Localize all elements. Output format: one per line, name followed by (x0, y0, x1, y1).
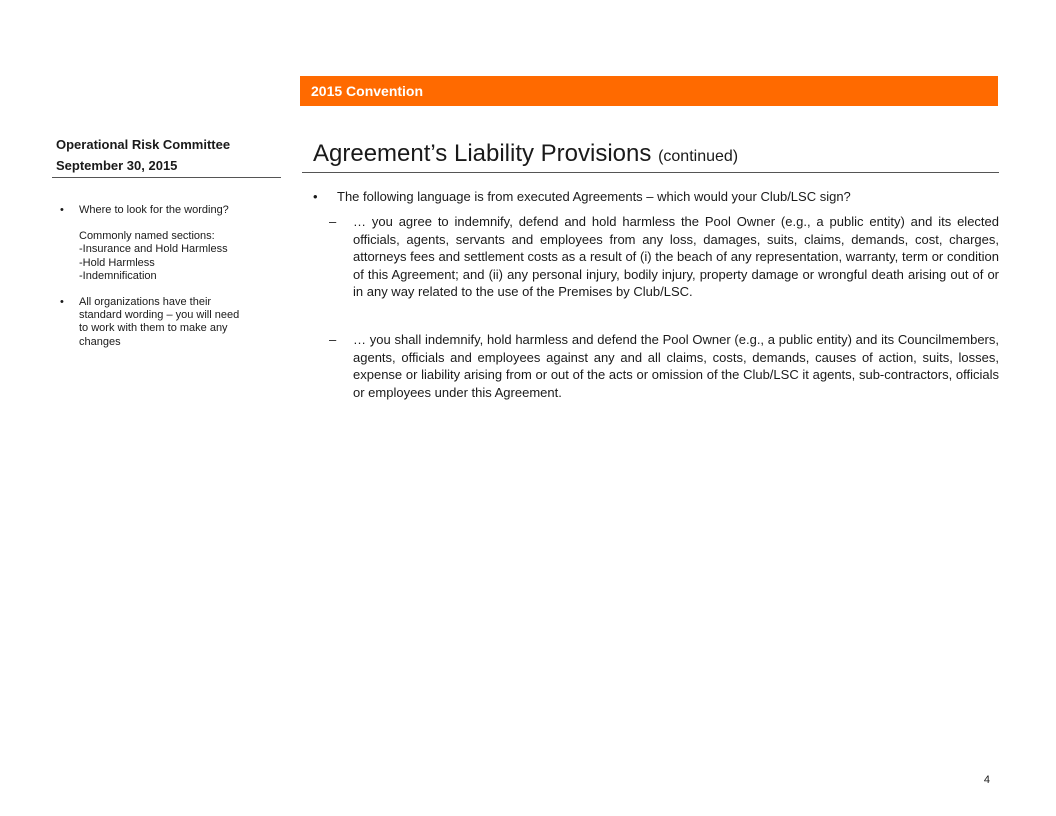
sidebar-note-where (60, 204, 288, 283)
sidebar-note-line: Commonly named sections: (79, 230, 215, 243)
page-title-main: Agreement’s Liability Provisions (313, 140, 652, 167)
page-title (313, 138, 738, 173)
sidebar-note-organizations (60, 296, 288, 349)
provision-item (313, 331, 999, 401)
bullet-icon: • (60, 204, 64, 216)
sidebar-note-line: standard wording – you will need (79, 309, 240, 322)
main-content (313, 188, 999, 401)
intro-bullet (313, 188, 999, 206)
sidebar-note-line: changes (79, 335, 121, 348)
banner-label: 2015 Convention (311, 83, 424, 99)
page-number: 4 (983, 774, 990, 786)
intro-text: The following language is from executed Agreements – which would your Club/LSC sign? (337, 189, 851, 204)
sidebar-notes (60, 204, 288, 362)
sidebar-note-line: All organizations have their (79, 296, 212, 309)
provision-text: … you shall indemnify, hold harmless and defend the Pool Owner (e.g., a public entity) and its Councilmembers, agents, officials and employees against any and all claims, costs, demands, causes of action, suits, losses, expense or liability arising from or out of the acts or omission of the Club/LSC it agents, sub-contractors, officials or employees under this Agreement. (353, 331, 999, 400)
sidebar-note-line: to work with them to make any (79, 322, 228, 335)
sidebar-note-line: -Insurance and Hold Harmless (79, 243, 228, 256)
committee-header (56, 134, 282, 176)
title-divider (302, 172, 999, 173)
dash-icon: – (329, 331, 337, 347)
convention-banner (300, 76, 998, 106)
bullet-icon: • (313, 189, 318, 204)
bullet-icon: • (60, 296, 64, 309)
dash-icon: – (329, 214, 337, 229)
left-divider (52, 177, 281, 178)
provision-text: … you agree to indemnify, defend and hold harmless the Pool Owner (e.g., a public entity) and its elected officials, agents, servants and employees from any loss, damages, suits, claims, demands, cost, charges, attorneys fees and settlement costs as a result of (i) the beach of any representation, warranty, term or condition of this Agreement; and (ii) any personal injury, bodily injury, property damage or wrongful death arising out of or in any way related to the use of the Premises by Club/LSC. (353, 214, 999, 300)
committee-name: Operational Risk Committee (56, 137, 231, 152)
page-title-suffix: (continued) (658, 148, 739, 165)
sidebar-note-line: -Indemnification (79, 269, 157, 282)
sidebar-note-question (79, 204, 288, 217)
committee-date: September 30, 2015 (56, 158, 178, 173)
provision-item (313, 213, 999, 301)
sidebar-note-line: -Hold Harmless (79, 256, 155, 269)
sidebar-note-line: Where to look for the wording? (79, 204, 229, 216)
sidebar-note-sections (79, 230, 288, 283)
sidebar-note-text (79, 296, 288, 349)
